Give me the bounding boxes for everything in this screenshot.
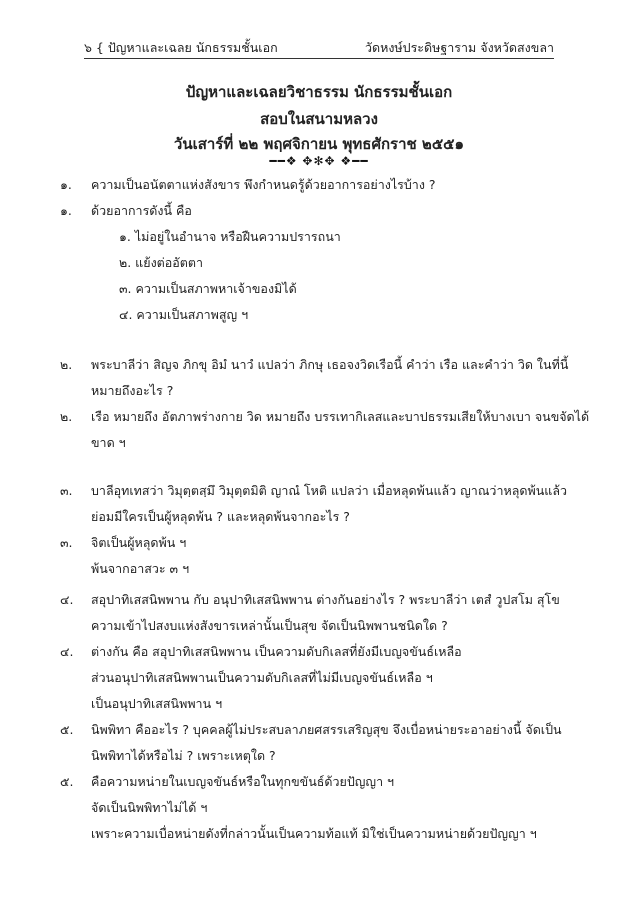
answer-text: เรือ หมายถึง อัตภาพร่างกาย วิด หมายถึง บรรเทากิเลสและบาปธรรมเสียให้บางเบา จนขจัดได้ [91, 409, 590, 424]
answer-text: เป็นอนุปาทิเสสนิพพาน ฯ [91, 696, 223, 711]
question-number: ๔. [60, 592, 74, 607]
question-text: บาลีอุทเทสว่า วิมุตฺตสฺมึ วิมุตฺตมิติ ญาณํ โหติ แปลว่า เมื่อหลุดพ้นแล้ว ญาณว่าหลุดพ้นแล้ว [91, 483, 567, 498]
answer-text: ส่วนอนุปาทิเสสนิพพานเป็นความดับกิเลสที่ไม่มีเบญจขันธ์เหลือ ฯ [91, 670, 433, 685]
question-number: ๕. [60, 722, 74, 737]
answer-list-item: ๒. แย้งต่ออัตตา [119, 255, 204, 270]
question-text: ความเข้าไปสงบแห่งสังขารเหล่านั้นเป็นสุข จัดเป็นนิพพานชนิดใด ? [91, 618, 448, 633]
answer-text: ขาด ฯ [91, 435, 126, 450]
answer-number: ๓. [60, 535, 73, 550]
answer-text: จัดเป็นนิพพิทาไม่ได้ ฯ [91, 800, 208, 815]
answer-text: คือความหน่ายในเบญจขันธ์หรือในทุกขขันธ์ด้วยปัญญา ฯ [91, 774, 395, 789]
header-left-text: ๖ { ปัญหาและเฉลย นักธรรมชั้นเอก [84, 40, 278, 55]
page-title: ปัญหาและเฉลยวิชาธรรม นักธรรมชั้นเอก [185, 83, 453, 101]
question-text: ย่อมมีใครเป็นผู้หลุดพ้น ? และหลุดพ้นจากอะไร ? [91, 509, 350, 524]
page-header [84, 36, 554, 59]
question-number: ๒. [60, 357, 73, 372]
answer-text: เพราะความเบื่อหน่ายดังที่กล่าวนั้นเป็นความท้อแท้ มิใช่เป็นความหน่ายด้วยปัญญา ฯ [91, 826, 537, 841]
question-text: นิพพิทาได้หรือไม่ ? เพราะเหตุใด ? [91, 748, 276, 763]
answer-number: ๒. [60, 409, 73, 424]
page-subtitle: สอบในสนามหลวง [260, 110, 378, 128]
question-text: นิพพิทา คืออะไร ? บุคคลผู้ไม่ประสบลาภยศสรรเสริญสุข จึงเบื่อหน่ายระอาอย่างนี้ จัดเป็น [91, 722, 562, 737]
answer-list-item: ๑. ไม่อยู่ในอำนาจ หรือฝืนความปรารถนา [119, 229, 341, 244]
answer-text: ต่างกัน คือ สอุปาทิเสสนิพพาน เป็นความดับกิเลสที่ยังมีเบญจขันธ์เหลือ [91, 644, 462, 659]
answer-list-item: ๔. ความเป็นสภาพสูญ ฯ [119, 307, 249, 322]
question-text: พระบาลีว่า สิญจ ภิกขุ อิมํ นาวํ แปลว่า ภิกษุ เธอจงวิดเรือนี้ คำว่า เรือ และคำว่า วิด ในที่นี้ [91, 357, 569, 372]
exam-date: วันเสาร์ที่ ๒๒ พฤศจิกายน พุทธศักราช ๒๕๕๑ [173, 135, 465, 153]
answer-text: พ้นจากอาสวะ ๓ ฯ [91, 561, 190, 576]
question-text: ความเป็นอนัตตาแห่งสังขาร พึงกำหนดรู้ด้วยอาการอย่างไรบ้าง ? [91, 177, 436, 192]
question-text: หมายถึงอะไร ? [91, 383, 174, 398]
answer-list-item: ๓. ความเป็นสภาพหาเจ้าของมิได้ [119, 281, 297, 296]
answer-text: จิตเป็นผู้หลุดพ้น ฯ [91, 535, 187, 550]
question-text: สอุปาทิเสสนิพพาน กับ อนุปาทิเสสนิพพาน ต่างกันอย่างไร ? พระบาลีว่า เตสํ วูปสโม สุโข [91, 592, 560, 607]
answer-number: ๕. [60, 774, 74, 789]
question-number: ๑. [60, 177, 72, 192]
header-right-text: วัดหงษ์ประดิษฐาราม จังหวัดสงขลา [364, 40, 554, 55]
answer-number: ๑. [60, 203, 72, 218]
answer-number: ๔. [60, 644, 74, 659]
ornament-divider: ━━❖ ✥✻✥ ❖━━ [269, 154, 369, 168]
answer-text: ด้วยอาการดังนี้ คือ [91, 203, 192, 218]
question-number: ๓. [60, 483, 73, 498]
